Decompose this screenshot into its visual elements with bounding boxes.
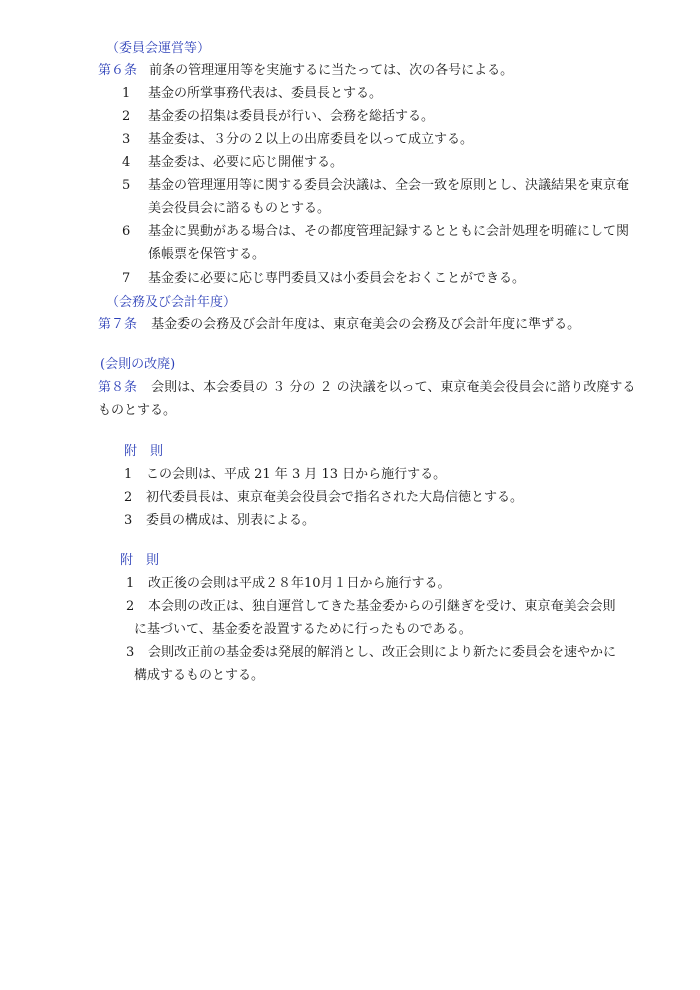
article6-label: 第６条 [98,63,138,78]
article6-item [122,87,382,100]
item-number: 6 [122,224,131,239]
item-number: 3 [126,645,135,660]
supplement2-item [126,646,616,659]
item-text: 基金委の招集は委員長が行い、会務を総括する。 [148,109,435,124]
article7-label: 第７条 [98,317,138,332]
supplement2-item [126,600,615,613]
item-text: 基金委は、３分の２以上の出席委員を以って成立する。 [148,132,474,147]
article8-text: 会則は、本会委員の ３ 分の ２ の決議を以って、東京奄美会役員会に諮り改廃する [151,380,636,395]
item-text: 会則改正前の基金委は発展的解消とし、改正会則により新たに委員会を速やかに [148,645,617,660]
article8-text-continued: ものとする。 [98,403,177,418]
supplement1-heading: 附 則 [124,444,164,459]
item-text: 基金の管理運用等に関する委員会決議は、全会一致を原則とし、決議結果を東京奄 [148,178,630,193]
article6-item [122,179,629,192]
article6-heading: （委員会運営等） [106,41,211,56]
article6-item [122,110,434,123]
item-text-continued: 構成するものとする。 [134,668,265,683]
article6-intro: 前条の管理運用等を実施するに当たっては、次の各号による。 [149,63,514,78]
item-number: 2 [122,109,131,124]
item-number: 4 [122,155,131,170]
supplement2-heading: 附 則 [120,553,160,568]
item-number: 1 [124,467,133,482]
item-text: 基金の所掌事務代表は、委員長とする。 [148,86,383,101]
supplement1-item [124,491,523,504]
supplement2-item [126,577,451,590]
article6-item [122,225,629,238]
item-text: 委員の構成は、別表による。 [146,513,316,528]
item-number: 1 [126,576,135,591]
supplement1-item [124,468,446,481]
item-text: 初代委員長は、東京奄美会役員会で指名された大島信徳とする。 [146,490,524,505]
article7-text: 基金委の会務及び会計年度は、東京奄美会の会務及び会計年度に準ずる。 [151,317,581,332]
item-number: 7 [122,271,131,286]
item-text: 改正後の会則は平成２８年10月１日から施行する。 [148,576,451,591]
supplement1-item [124,514,315,527]
item-number: 2 [126,599,135,614]
item-number: 2 [124,490,133,505]
item-text-continued: 係帳票を保管する。 [148,247,266,262]
item-text: 基金委は、必要に応じ開催する。 [148,155,344,170]
article8-heading: (会則の改廃) [100,357,176,372]
item-text: この会則は、平成 21 年 3 月 13 日から施行する。 [146,467,447,482]
item-text: 基金委に必要に応じ専門委員又は小委員会をおくことができる。 [148,271,526,286]
article8-label: 第８条 [98,380,138,395]
article6-item [122,133,473,146]
item-number: 3 [124,513,133,528]
article7-heading: （会務及び会計年度） [106,295,237,310]
item-number: 1 [122,86,131,101]
item-text-continued: に基づいて、基金委を設置するために行ったものである。 [134,622,472,637]
item-text: 本会則の改正は、独自運営してきた基金委からの引継ぎを受け、東京奄美会会則 [148,599,616,614]
article7-line [98,318,580,331]
article8-line [98,381,635,394]
article6-item [122,156,343,169]
item-text: 基金に異動がある場合は、その都度管理記録するとともに会計処理を明確にして関 [148,224,630,239]
item-number: 3 [122,132,131,147]
article6-item [122,272,525,285]
item-number: 5 [122,178,131,193]
item-text-continued: 美会役員会に諮るものとする。 [148,201,331,216]
article6-intro-line [98,64,513,77]
